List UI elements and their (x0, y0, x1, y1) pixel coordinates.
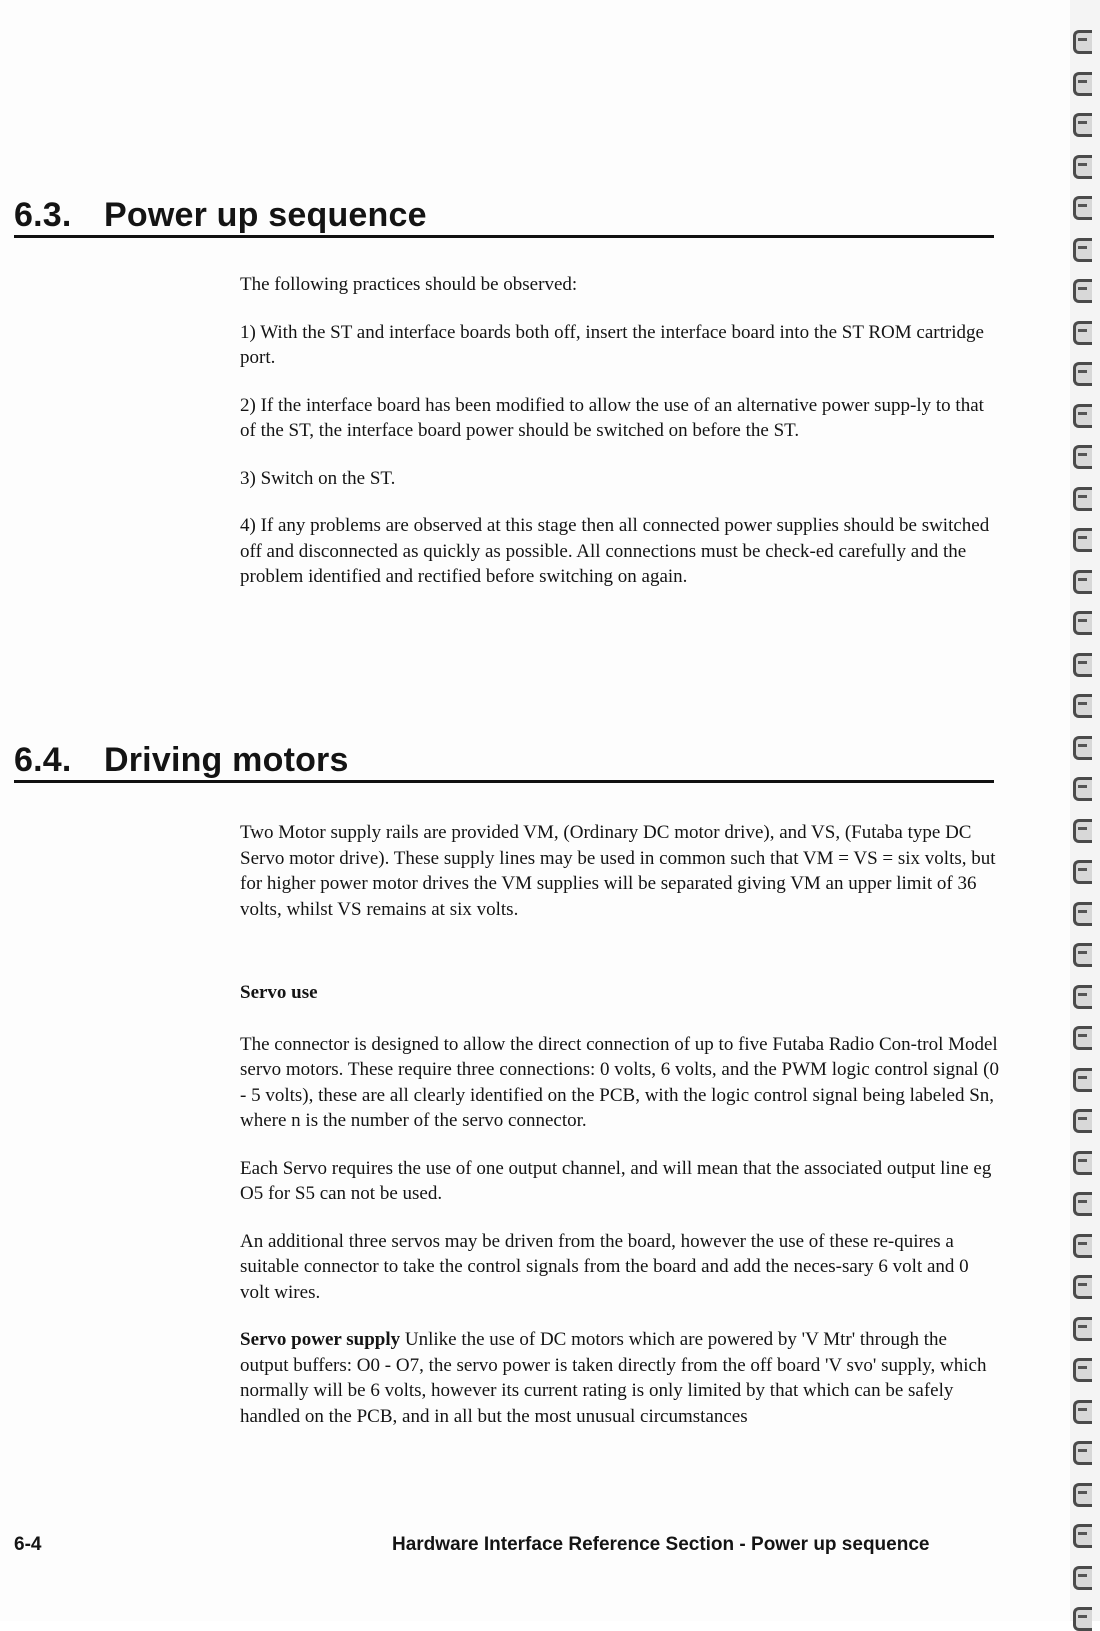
binding-ring (1073, 487, 1092, 511)
binding-ring (1073, 611, 1092, 635)
list-item: 2) If the interface board has been modified to allow the use of an alternative power supp-ly to that of the ST, the interface board power should be switched on before the ST. (240, 394, 984, 441)
paragraph: Each Servo requires the use of one output channel, and will mean that the associated output line eg O5 for S5 can not be used. (240, 1157, 992, 1204)
list-item: 1) With the ST and interface boards both off, insert the interface board into the ST ROM cartridge port. (240, 321, 984, 368)
binding-ring (1073, 1234, 1092, 1258)
section-number: 6.3. (14, 196, 72, 234)
binding-ring (1073, 819, 1092, 843)
section-heading-6-4 (14, 740, 994, 783)
binding-ring (1073, 155, 1092, 179)
paragraph: An additional three servos may be driven from the board, however the use of these re-quires a suitable connector to take the control signals from the board and add the neces-sary 6 volt and 0 volt wires. (240, 1230, 969, 1303)
binding-ring (1073, 860, 1092, 884)
section-title: Power up sequence (104, 196, 427, 234)
section-title: Driving motors (104, 741, 349, 779)
spiral-binding (1070, 0, 1100, 1621)
section-number: 6.4. (14, 741, 72, 779)
section-body-6-3 (240, 272, 1000, 612)
binding-ring (1073, 445, 1092, 469)
binding-ring (1073, 1441, 1092, 1465)
binding-ring (1073, 1317, 1092, 1341)
list-item: 4) If any problems are observed at this stage then all connected power supplies should be switched off and disconnected as quickly as possible. All connections must be check-ed carefully and the problem identified and rectified before switching on again. (240, 515, 990, 587)
paragraph: The following practices should be observed: (240, 274, 578, 295)
binding-ring (1073, 279, 1092, 303)
binding-ring (1073, 113, 1092, 137)
binding-ring (1073, 321, 1092, 345)
binding-ring (1073, 985, 1092, 1009)
binding-ring (1073, 238, 1092, 262)
binding-ring (1073, 694, 1092, 718)
binding-ring (1073, 653, 1092, 677)
paragraph: Two Motor supply rails are provided VM, (Ordinary DC motor drive), and VS, (Futaba type DC Servo motor drive). These supply lines may be used in common such that VM = VS = six volts, but for higher power motor drives the VM supplies will be separated giving VM an upper limit of 36 volts, whilst VS remains at six volts. (240, 822, 996, 920)
binding-ring (1073, 30, 1092, 54)
binding-ring (1073, 72, 1092, 96)
runin-heading: Servo power supply (240, 1329, 401, 1350)
paragraph-servo-power-supply (240, 1327, 1000, 1429)
binding-ring (1073, 528, 1092, 552)
runin-text: Unlike the use of DC motors which are powered by 'V Mtr' through the output buffers: O0 - O7, the servo power is taken directly from the off board 'V svo' supply, which normally will be 6 volts, however its current rating is only limited by that which can be safely handled on the PCB, and in all but the most unusual circumstances (240, 1329, 987, 1427)
binding-ring (1073, 1026, 1092, 1050)
binding-ring (1073, 1358, 1092, 1382)
binding-ring (1073, 1192, 1092, 1216)
section-heading-6-3 (14, 195, 994, 238)
footer-running-title: Hardware Interface Reference Section - Power up sequence (392, 1534, 930, 1555)
binding-ring (1073, 570, 1092, 594)
binding-ring (1073, 196, 1092, 220)
subheading-servo-use: Servo use (240, 982, 318, 1003)
binding-ring (1073, 902, 1092, 926)
binding-ring (1073, 1151, 1092, 1175)
list-item: 3) Switch on the ST. (240, 467, 396, 489)
binding-ring (1073, 1566, 1092, 1590)
binding-ring (1073, 1483, 1092, 1507)
binding-ring (1073, 1607, 1092, 1631)
binding-ring (1073, 777, 1092, 801)
binding-ring (1073, 1109, 1092, 1133)
binding-ring (1073, 736, 1092, 760)
footer-page-number: 6-4 (14, 1534, 42, 1555)
binding-ring (1073, 1400, 1092, 1424)
section-body-6-4 (240, 820, 1000, 1451)
binding-ring (1073, 404, 1092, 428)
binding-ring (1073, 1068, 1092, 1092)
binding-ring (1073, 1275, 1092, 1299)
binding-ring (1073, 362, 1092, 386)
binding-ring (1073, 943, 1092, 967)
paragraph: The connector is designed to allow the direct connection of up to five Futaba Radio Con-trol Model servo motors. These require three connections: 0 volts, 6 volts, and the PWM logic control signal (0 - 5 volts), these are all clearly identified on the PCB, with the logic control signal being labeled Sn, where n is the number of the servo connector. (240, 1033, 999, 1131)
binding-ring (1073, 1524, 1092, 1548)
